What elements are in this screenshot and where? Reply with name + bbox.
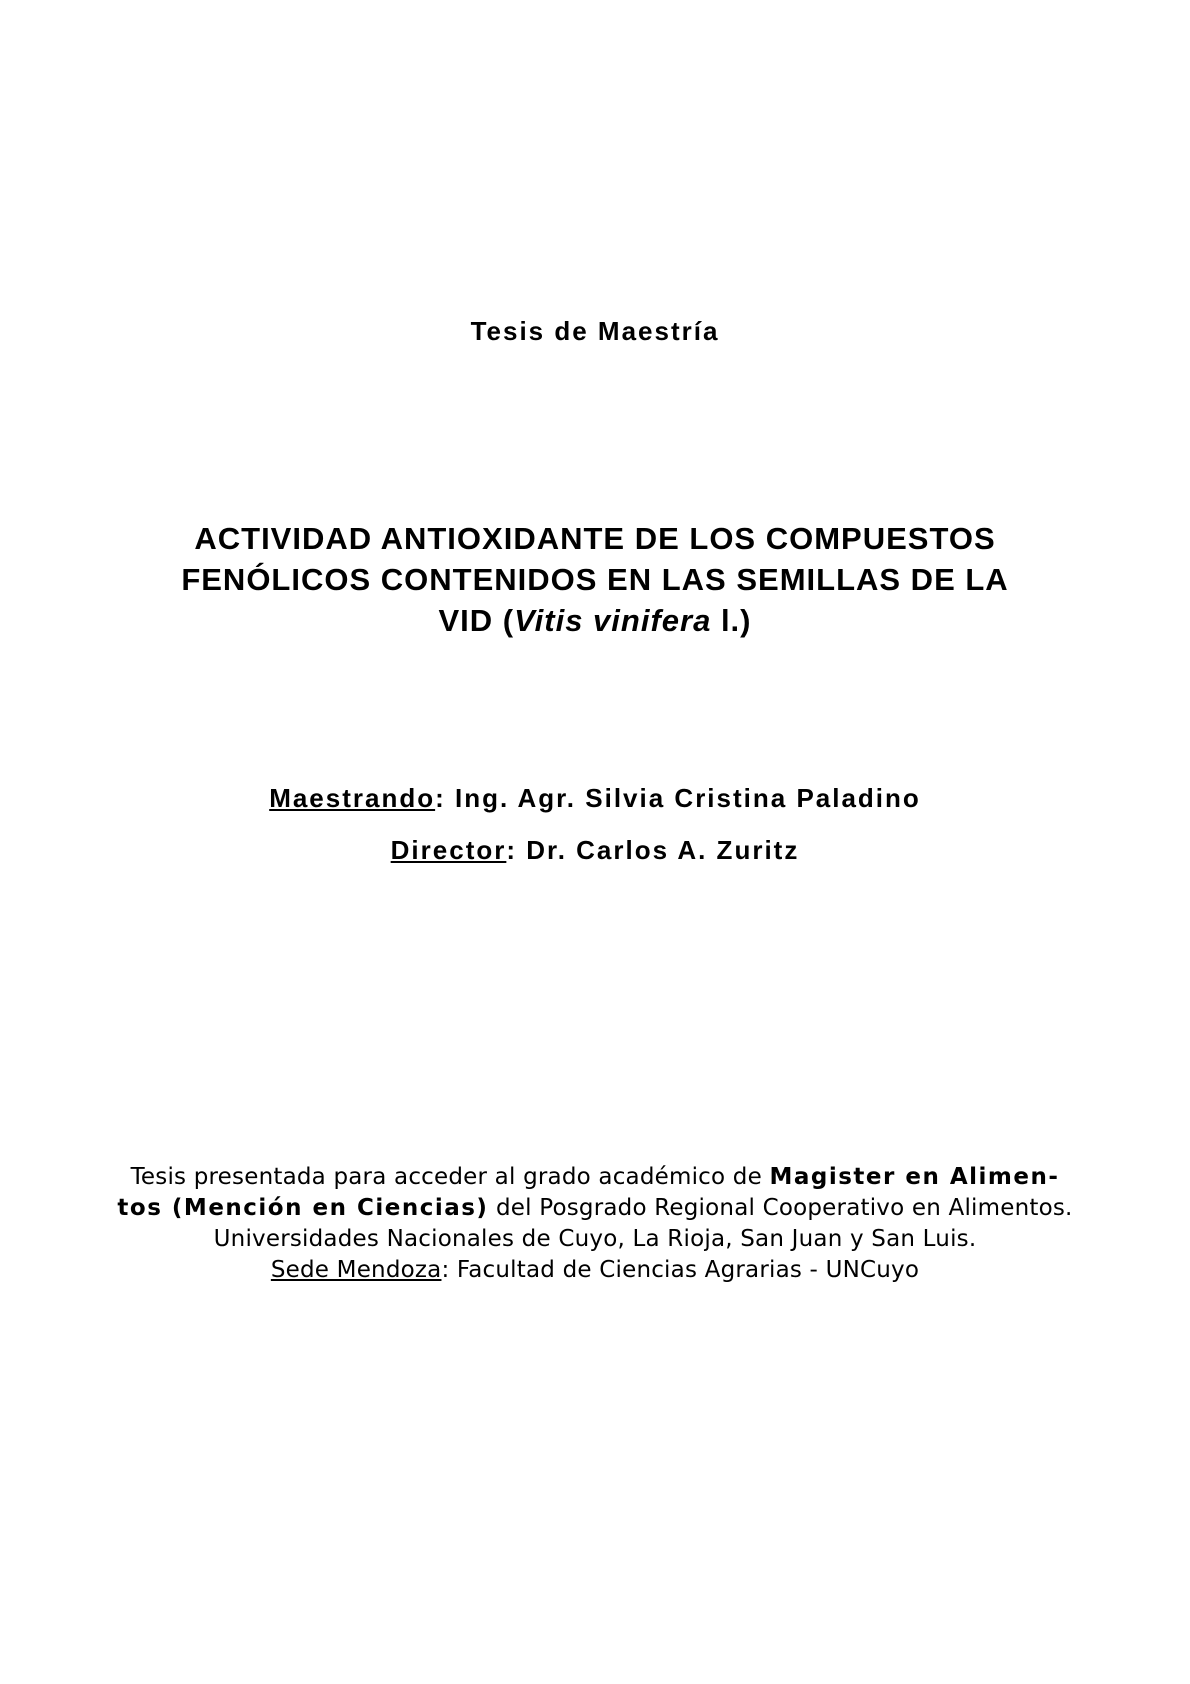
director-label: Director	[390, 835, 507, 865]
note-line-1-normal: Tesis presentada para acceder al grado académico de	[130, 1164, 770, 1190]
director-name: Dr. Carlos A. Zuritz	[526, 835, 800, 865]
note-line-2	[0, 1193, 1190, 1224]
thesis-type-text: Tesis de Maestría	[470, 316, 720, 346]
thesis-title	[0, 518, 1190, 641]
director-separator: :	[506, 835, 527, 865]
seat-text: : Facultad de Ciencias Agrarias - UNCuyo	[441, 1257, 920, 1283]
title-line-3	[0, 600, 1190, 641]
title-line-1: ACTIVIDAD ANTIOXIDANTE DE LOS COMPUESTOS	[194, 521, 996, 556]
thesis-type-heading	[0, 316, 1190, 347]
species-name: Vitis vinifera	[514, 603, 712, 638]
note-line-3: Universidades Nacionales de Cuyo, La Rioja, San Juan y San Luis.	[213, 1226, 977, 1252]
note-line-2-bold: tos (Mención en Ciencias)	[117, 1195, 489, 1221]
note-line-1-bold: Magister en Alimen-	[769, 1164, 1060, 1190]
title-line-2: FENÓLICOS CONTENIDOS EN LAS SEMILLAS DE LA	[181, 562, 1009, 597]
student-name: Ing. Agr. Silvia Cristina Paladino	[455, 783, 921, 813]
note-line-1	[0, 1162, 1190, 1193]
student-separator: :	[435, 783, 455, 813]
degree-note	[0, 1162, 1190, 1286]
seat-label: Sede Mendoza	[270, 1257, 442, 1283]
title-line-3-prefix: VID (	[438, 603, 515, 638]
student-line	[0, 772, 1190, 824]
note-line-2-normal: del Posgrado Regional Cooperativo en Alimentos.	[488, 1195, 1073, 1221]
student-label: Maestrando	[269, 783, 436, 813]
title-line-3-suffix: l.)	[711, 603, 752, 638]
authors-block	[0, 772, 1190, 876]
director-line	[0, 824, 1190, 876]
note-line-4	[0, 1255, 1190, 1286]
